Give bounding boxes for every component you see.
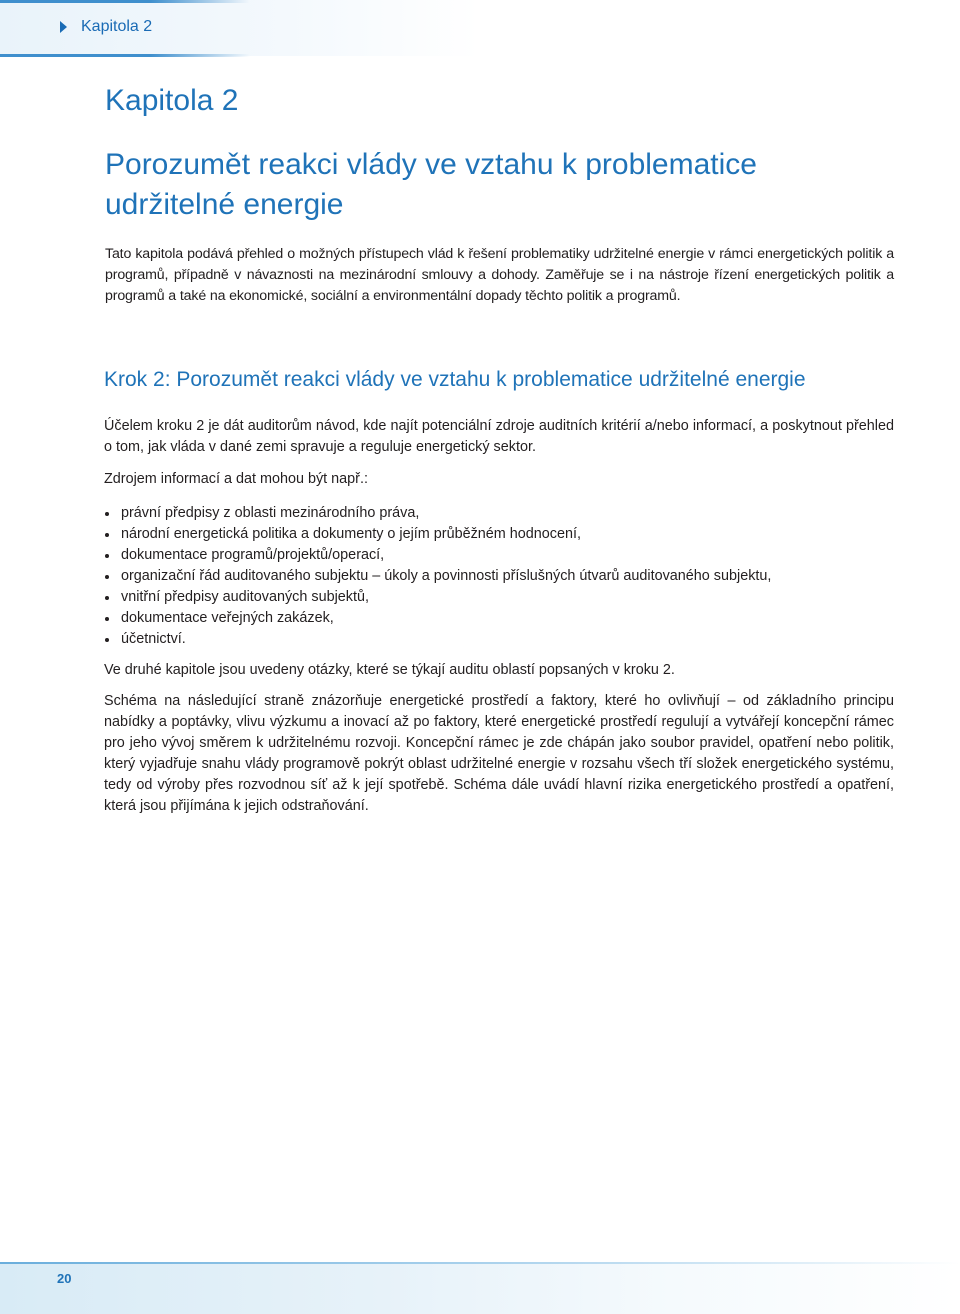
list-item: účetnictví. — [104, 629, 894, 650]
list-item: vnitřní předpisy auditovaných subjektů, — [104, 587, 894, 608]
triangle-right-icon — [60, 21, 67, 33]
running-head-title: Kapitola 2 — [81, 18, 153, 35]
footer-band — [0, 1262, 960, 1314]
page-number: 20 — [57, 1271, 72, 1286]
running-head — [60, 16, 152, 38]
list-item: právní předpisy z oblasti mezinárodního práva, — [104, 503, 894, 524]
step-content — [104, 416, 894, 817]
chapter-subtitle: Porozumět reakci vlády ve vztahu k problematice udržitelné energie — [105, 148, 757, 221]
list-item: dokumentace veřejných zakázek, — [104, 608, 894, 629]
step-paragraph-scheme: Schéma na následující straně znázorňuje energetické prostředí a faktory, které ho ovlivňují – od základního principu nabídky a poptávky, vlivu výzkumu a inovací až po faktory, které energetické prostředí regulují a vytvářejí koncepční rámec pro jeho vývoj směrem k udržitelnému rozvoji. Koncepční rámec je zde chápán jako soubor pravidel, opatření nebo politik, který vyjadřuje snahu vlády programově pokrýt oblast udržitelné energie v rozsahu všech tří složek energetického systému, tedy od výroby přes rozvodnou síť až k její spotřebě. Schéma dále uvádí hlavní rizika energetického prostředí a opatření, která jsou přijímána k jejich odstraňování. — [104, 693, 894, 814]
step-paragraph-sources: Zdrojem informací a dat mohou být např.: — [104, 471, 368, 487]
step-paragraph-questions: Ve druhé kapitole jsou uvedeny otázky, které se týkají auditu oblastí popsaných v kroku 2. — [104, 662, 675, 678]
list-item: národní energetická politika a dokumenty o jejím průběžném hodnocení, — [104, 524, 894, 545]
chapter-intro: Tato kapitola podává přehled o možných přístupech vlád k řešení problematiky udržitelné energie v rámci energetických politik a programů, případně v návaznosti na mezinárodní smlouvy a dohody. Zaměřuje se i na nástroje řízení energetických politik a programů a také na ekonomické, sociální a environmentální dopady těchto politik a programů. — [105, 246, 894, 304]
footer-rule — [0, 1262, 960, 1264]
sources-list — [104, 503, 894, 650]
step-paragraph-purpose: Účelem kroku 2 je dát auditorům návod, kde najít potenciální zdroje auditních kritérií a/nebo informací, a poskytnout přehled o tom, jak vláda v dané zemi spravuje a reguluje energetický sektor. — [104, 418, 894, 455]
header-rule-bottom — [0, 54, 250, 57]
list-item: dokumentace programů/projektů/operací, — [104, 545, 894, 566]
chapter-title: Kapitola 2 — [105, 84, 239, 117]
header-rule-top — [0, 0, 250, 3]
step-heading: Krok 2: Porozumět reakci vlády ve vztahu k problematice udržitelné energie — [104, 368, 806, 391]
list-item: organizační řád auditovaného subjektu – úkoly a povinnosti příslušných útvarů auditovaného subjektu, — [104, 566, 894, 587]
